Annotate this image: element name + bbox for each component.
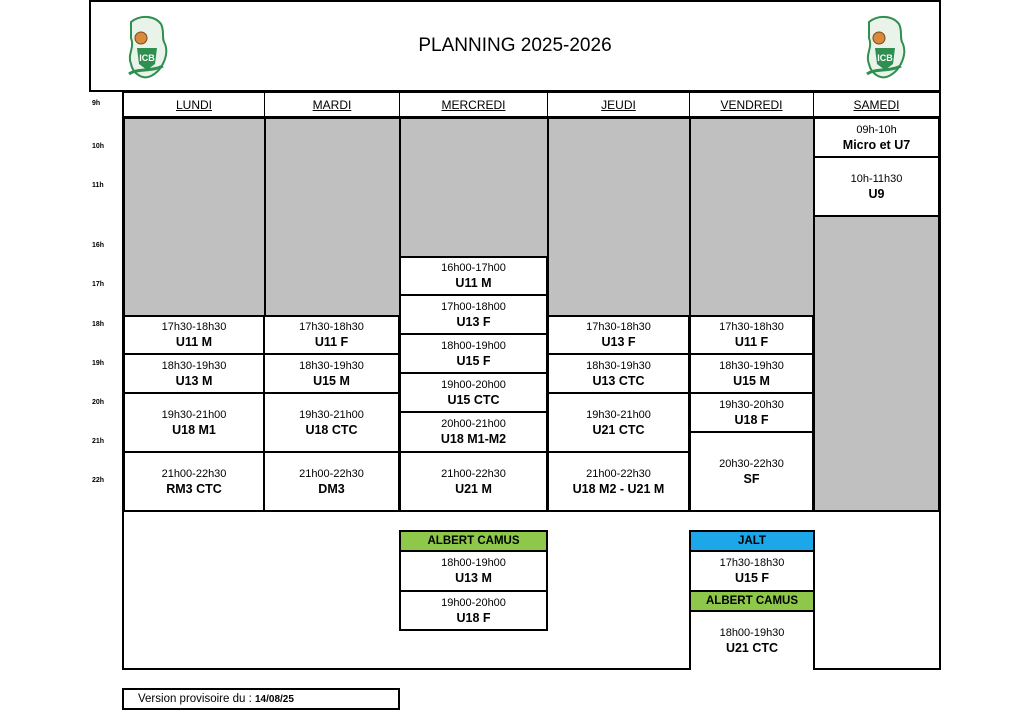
session-time: 19h30-20h30 xyxy=(719,398,784,411)
day-header-jeudi: JEUDI xyxy=(548,93,690,118)
session-slot xyxy=(263,451,400,512)
session-slot xyxy=(689,353,814,394)
session-time: 18h00-19h00 xyxy=(441,339,506,352)
session-slot xyxy=(123,392,265,453)
session-group: U18 M1 xyxy=(172,422,216,437)
session-group: U18 M1-M2 xyxy=(440,432,507,446)
day-header-samedi: SAMEDI xyxy=(814,93,939,118)
version-date: 14/08/25 xyxy=(255,694,294,705)
session-time: 18h30-19h30 xyxy=(161,359,227,372)
session-time: 21h00-22h30 xyxy=(586,467,651,480)
session-slot xyxy=(689,610,815,670)
hour-label: 9h xyxy=(92,100,101,107)
session-time: 09h-10h xyxy=(856,123,897,136)
session-group: U18 F xyxy=(734,412,769,427)
unavailable-block xyxy=(548,118,690,316)
session-time: 21h00-22h30 xyxy=(299,467,364,480)
session-time: 17h30-18h30 xyxy=(586,321,651,333)
session-group: U13 F xyxy=(601,335,636,349)
hour-label: 10h xyxy=(92,143,105,150)
session-group: U18 CTC xyxy=(305,422,358,437)
session-slot xyxy=(547,451,690,512)
session-group: U11 M xyxy=(455,276,492,290)
unavailable-block xyxy=(124,118,265,316)
session-time: 19h00-20h00 xyxy=(441,596,506,609)
venue-label-jalt: JALT xyxy=(689,530,815,552)
page-title: PLANNING 2025-2026 xyxy=(418,35,612,56)
hour-label: 21h xyxy=(92,438,105,445)
session-group: SF xyxy=(743,471,760,486)
session-time: 18h00-19h30 xyxy=(719,627,785,639)
version-note xyxy=(122,688,400,710)
hour-label: 19h xyxy=(92,360,105,367)
session-group: U9 xyxy=(868,186,885,201)
session-slot xyxy=(263,315,400,355)
session-time: 18h30-19h30 xyxy=(719,359,784,372)
hour-label: 16h xyxy=(92,242,105,249)
session-slot xyxy=(123,315,265,355)
session-slot xyxy=(547,315,690,355)
day-header-vendredi: VENDREDI xyxy=(690,93,814,118)
session-group: U11 M xyxy=(175,335,213,349)
session-group: U15 CTC xyxy=(447,392,500,407)
session-group: U13 M xyxy=(455,571,492,585)
session-group: Micro et U7 xyxy=(842,137,911,152)
section-divider xyxy=(123,510,940,512)
session-time: 20h30-22h30 xyxy=(719,457,784,470)
session-group: U13 F xyxy=(456,314,491,329)
session-slot xyxy=(399,333,548,374)
unavailable-block xyxy=(265,118,400,316)
session-slot xyxy=(399,256,548,296)
session-time: 20h00-21h00 xyxy=(441,418,506,430)
session-time: 19h30-21h00 xyxy=(161,408,227,421)
venue-label-albert-camus: ALBERT CAMUS xyxy=(399,530,548,552)
session-slot xyxy=(399,294,548,335)
session-group: U13 CTC xyxy=(592,373,645,388)
session-slot xyxy=(689,392,814,433)
club-logo-icon xyxy=(859,14,909,82)
unavailable-block xyxy=(690,118,814,316)
svg-text:ICB: ICB xyxy=(877,53,893,63)
session-group: U13 M xyxy=(175,373,213,388)
session-group: RM3 CTC xyxy=(166,481,222,496)
hour-label: 11h xyxy=(92,182,104,189)
hour-label: 17h xyxy=(92,281,105,288)
session-time: 18h30-19h30 xyxy=(586,359,651,372)
session-slot xyxy=(813,117,940,158)
session-time: 16h00-17h00 xyxy=(441,262,506,274)
version-label: Version provisoire du : xyxy=(138,693,252,705)
session-group: U21 CTC xyxy=(725,641,779,655)
session-group: U11 F xyxy=(314,335,349,349)
session-slot xyxy=(263,392,400,453)
session-slot xyxy=(689,315,814,355)
session-time: 19h30-21h00 xyxy=(586,408,651,421)
session-group: U21 M xyxy=(455,481,492,496)
session-time: 17h30-18h30 xyxy=(299,321,364,333)
session-slot xyxy=(399,590,548,631)
session-slot xyxy=(399,451,548,512)
venue-label-albert-camus: ALBERT CAMUS xyxy=(689,590,815,612)
hour-label: 18h xyxy=(92,321,105,328)
session-slot xyxy=(399,372,548,413)
session-slot xyxy=(399,550,548,592)
session-slot xyxy=(399,411,548,453)
session-group: U15 F xyxy=(456,353,491,368)
session-slot xyxy=(813,156,940,217)
session-time: 17h30-18h30 xyxy=(719,557,785,569)
session-slot xyxy=(263,353,400,394)
session-group: U11 F xyxy=(734,335,769,349)
session-group: U18 F xyxy=(456,610,491,625)
session-time: 18h30-19h30 xyxy=(299,359,364,372)
svg-text:ICB: ICB xyxy=(139,53,155,63)
session-time: 10h-11h30 xyxy=(850,172,903,185)
session-slot xyxy=(547,353,690,394)
session-time: 18h00-19h00 xyxy=(441,557,506,569)
session-group: U15 M xyxy=(733,373,770,388)
session-slot xyxy=(123,353,265,394)
unavailable-block xyxy=(814,216,939,511)
session-slot xyxy=(689,550,815,592)
session-group: U15 M xyxy=(313,373,350,388)
session-time: 19h00-20h00 xyxy=(441,378,506,391)
header-box xyxy=(89,0,941,92)
session-time: 17h00-18h00 xyxy=(441,300,506,313)
session-time: 21h00-22h30 xyxy=(441,467,506,480)
session-time: 19h30-21h00 xyxy=(299,408,364,421)
unavailable-block xyxy=(400,118,548,257)
session-time: 17h30-18h30 xyxy=(161,321,227,333)
session-group: DM3 xyxy=(318,481,345,496)
day-header-lundi: LUNDI xyxy=(124,93,265,118)
day-header-mercredi: MERCREDI xyxy=(400,93,548,118)
session-slot xyxy=(547,392,690,453)
session-time: 21h00-22h30 xyxy=(161,467,227,480)
session-slot xyxy=(689,431,814,512)
hour-label: 20h xyxy=(92,399,105,406)
session-time: 17h30-18h30 xyxy=(719,321,784,333)
session-group: U18 M2 - U21 M xyxy=(572,481,665,496)
day-header-mardi: MARDI xyxy=(265,93,400,118)
session-group: U21 CTC xyxy=(592,422,645,437)
hour-label: 22h xyxy=(92,477,105,484)
session-slot xyxy=(123,451,265,512)
session-group: U15 F xyxy=(734,571,770,585)
